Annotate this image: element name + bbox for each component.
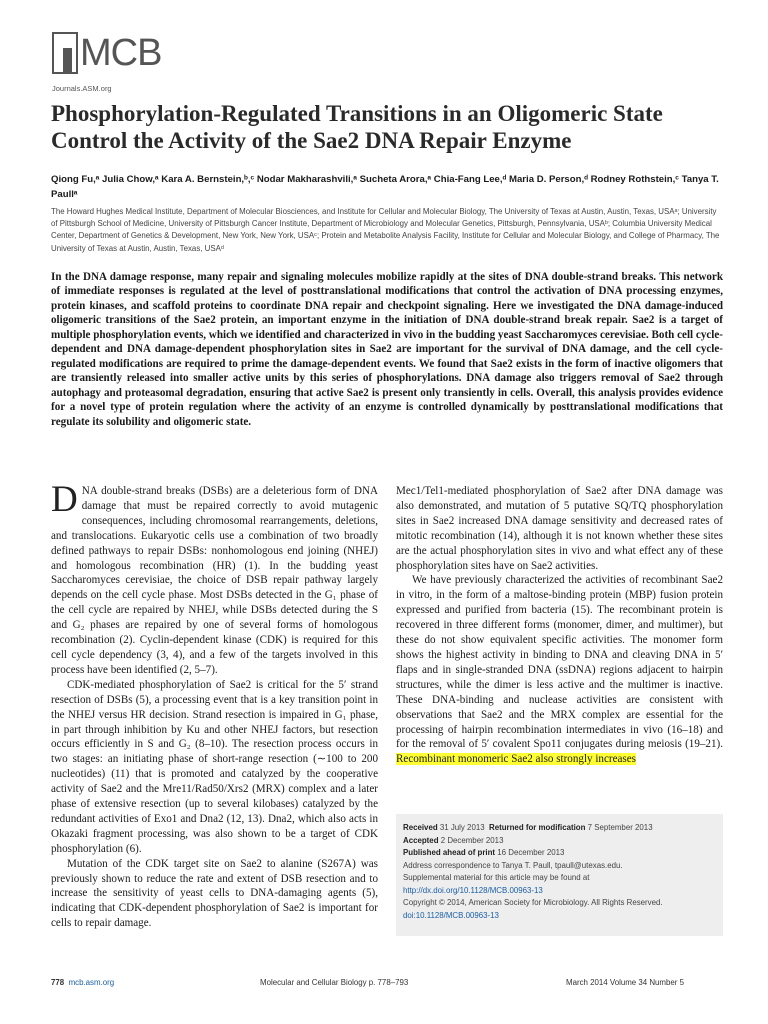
paragraph-1: [51, 479, 378, 678]
footer-journal: Molecular and Cellular Biology p. 778–793: [260, 978, 409, 987]
correspondence-line: Address correspondence to Tanya T. Paull, tpaull@utexas.edu.: [403, 860, 623, 870]
footer-issue: March 2014 Volume 34 Number 5: [566, 978, 684, 987]
drop-cap: D: [51, 479, 78, 520]
logo-url: Journals.ASM.org: [52, 84, 112, 93]
published-line: Published ahead of print 16 December 2013: [403, 848, 565, 857]
article-info-box: [396, 814, 723, 936]
received-line: Received 31 July 2013 Returned for modification 7 September 2013: [403, 823, 653, 832]
doi-link[interactable]: doi:10.1128/MCB.00963-13: [403, 910, 499, 920]
journal-site-link[interactable]: mcb.asm.org: [68, 978, 115, 987]
paragraph-3: Mutation of the CDK target site on Sae2 to alanine (S267A) was previously shown to reduce the rate and extent of DSB resection and to increase the sensitivity of yeast cells to DNA-damaging agents (5), indicating that CDK-dependent phosphorylation of Sae2 is important for cells to repair damage.: [51, 857, 378, 930]
supplemental-line: Supplemental material for this article may be found at http://dx.doi.org/10.1128/MCB.00963-13: [403, 873, 590, 895]
page-number: 778: [51, 978, 65, 987]
supplemental-link[interactable]: http://dx.doi.org/10.1128/MCB.00963-13: [403, 885, 543, 895]
article-title: Phosphorylation-Regulated Transitions in an Oligomeric State Control the Activity of the Sae2 DNA Repair Enzyme: [51, 101, 663, 153]
accepted-line: Accepted 2 December 2013: [403, 835, 504, 845]
paragraph-1-text: NA double-strand breaks (DSBs) are a deleterious form of DNA damage that must be repaired correctly to avoid mutagenic consequences, including chromosomal rearrangements, deletions, and translocations. Eukaryotic cells use a combination of two broadly defined pathways to repair DSBs: nonhomologous end joining (NHEJ) and homologous recombination (HR) (1). In the budding yeast Saccharomyces cerevisiae, the choice of DSB repair pathway largely depends on the cell cycle phase. Most DSBs detected in the G₁ phase of the cell cycle are repaired by NHEJ, while DSBs detected during the S and G₂ phases are repaired by one of several forms of homologous recombination (2). Cyclin-dependent kinase (CDK) is required for this cell cycle dependency (3, 4), and a few of the targets involved in this process have been identified (2, 5–7).: [51, 485, 378, 676]
abstract: In the DNA damage response, many repair and signaling molecules mobilize rapidly at the sites of DNA double-strand breaks. This network of immediate responses is regulated at the level of posttranslational modifications that control the activation of DNA processing enzymes, protein kinases, and scaffold proteins to coordinate DNA repair and checkpoint signaling. Here we investigated the DNA damage-induced oligomeric transitions of the Sae2 protein, an important enzyme in the initiation of DNA double-strand break repair. Sae2 is a target of multiple phosphorylation events, which we identified and characterized in vivo in the budding yeast Saccharomyces cerevisiae. Both cell cycle-dependent and DNA damage-dependent phosphorylation sites in Sae2 are important for the survival of DNA damage, and the cell cycle-regulated modifications are required to prime the damage-dependent events. We found that Sae2 exists in the form of inactive oligomers that are transiently released into smaller active units by this series of phosphorylations. DNA damage also triggers removal of Sae2 through autophagy and proteasomal degradation, ensuring that active Sae2 is present only transiently in cells. Overall, this analysis provides evidence for a novel type of protein regulation where the activity of an enzyme is controlled dynamically by posttranslational modifications that regulate its solubility and oligomeric state.: [51, 271, 723, 428]
journal-logo: [50, 28, 160, 98]
copyright-line: Copyright © 2014, American Society for Microbiology. All Rights Reserved.: [403, 898, 663, 907]
affiliations: The Howard Hughes Medical Institute, Department of Molecular Biosciences, and Institute for Cellular and Molecular Biology, The University of Texas at Austin, Austin, Texas, USAᵃ; University of Pittsburgh School of Medicine, University of Pittsburgh Cancer Institute, Department of Microbiology and Molecular Genetics, Pittsburgh, Pennsylvania, USAᵇ; Columbia University Medical Center, Department of Genetics & Development, New York, New York, USAᶜ; Protein and Metabolite Analysis Facility, Institute for Cellular and Molecular Biology, and College of Pharmacy, The University of Texas at Austin, Austin, Texas, USAᵈ: [51, 207, 720, 253]
logo-box-icon: [52, 32, 78, 74]
paragraph-4: Mec1/Tel1-mediated phosphorylation of Sae2 after DNA damage was also demonstrated, and mutation of 5 putative SQ/TQ phosphorylation sites in Sae2 increased DNA damage sensitivity and decreased rates of mitotic recombination (14), although it is not known whether these sites are the actual phosphorylation sites in vivo and what effect any of these phosphorylation sites have on Sae2 activities.: [396, 485, 723, 572]
body-column-left: [51, 479, 378, 931]
highlighted-text[interactable]: Recombinant monomeric Sae2 also strongly increases: [396, 753, 636, 766]
footer-left: [51, 978, 114, 987]
author-list: Qiong Fu,ᵃ Julia Chow,ᵃ Kara A. Bernstein,ᵇ,ᶜ Nodar Makharashvili,ᵃ Sucheta Arora,ᵃ Chia-Fang Lee,ᵈ Maria D. Person,ᵈ Rodney Rothstein,ᶜ Tanya T. Paullᵃ: [51, 174, 719, 200]
paragraph-5: [396, 573, 723, 767]
paragraph-5-text: We have previously characterized the activities of recombinant Sae2 in vitro, in the form of a maltose-binding protein (MBP) fusion protein expressed and purified from bacteria (15). The recombinant protein is recovered in three different forms (monomer, dimer, and multimer), but these do not show equivalent specific activities. The monomer form shows the highest activity in binding to DNA and cleaving DNA in 5′ flaps and in single-stranded DNA (ssDNA) regions adjacent to hairpin structures, while the dimer is less active and the multimer is inactive. These DNA-binding and nuclease activities are consistent with observations that Sae2 and the MRX complex are essential for the processing of hairpin recombination intermediates in vivo (16–18) and for the removal of 5′ covalent Spo11 conjugates during meiosis (19–21).: [396, 574, 723, 751]
logo-text: MCB: [80, 32, 162, 74]
paragraph-2: CDK-mediated phosphorylation of Sae2 is critical for the 5′ strand resection of DSBs (5), a processing event that is a key transition point in the NHEJ versus HR decision. Strand resection is impaired in G₁ phase, in part through inhibition by Ku and other NHEJ factors, but resection occurs efficiently in S and G₂ (8–10). The resection process occurs in two stages: an initiating phase of short-range resection (∼100 to 200 nucleotides) (11) that is promoted and catalyzed by the cooperative activity of Sae2 and the Mre11/Rad50/Xrs2 (MRX) complex and a later phase of extensive resection (up to several kilobases) catalyzed by the redundant activities of Exo1 and Dna2 (12, 13). Dna2, which also acts in Okazaki fragment processing, was also shown to be a target of CDK phosphorylation (6).: [51, 678, 378, 855]
body-column-right: [396, 484, 723, 767]
